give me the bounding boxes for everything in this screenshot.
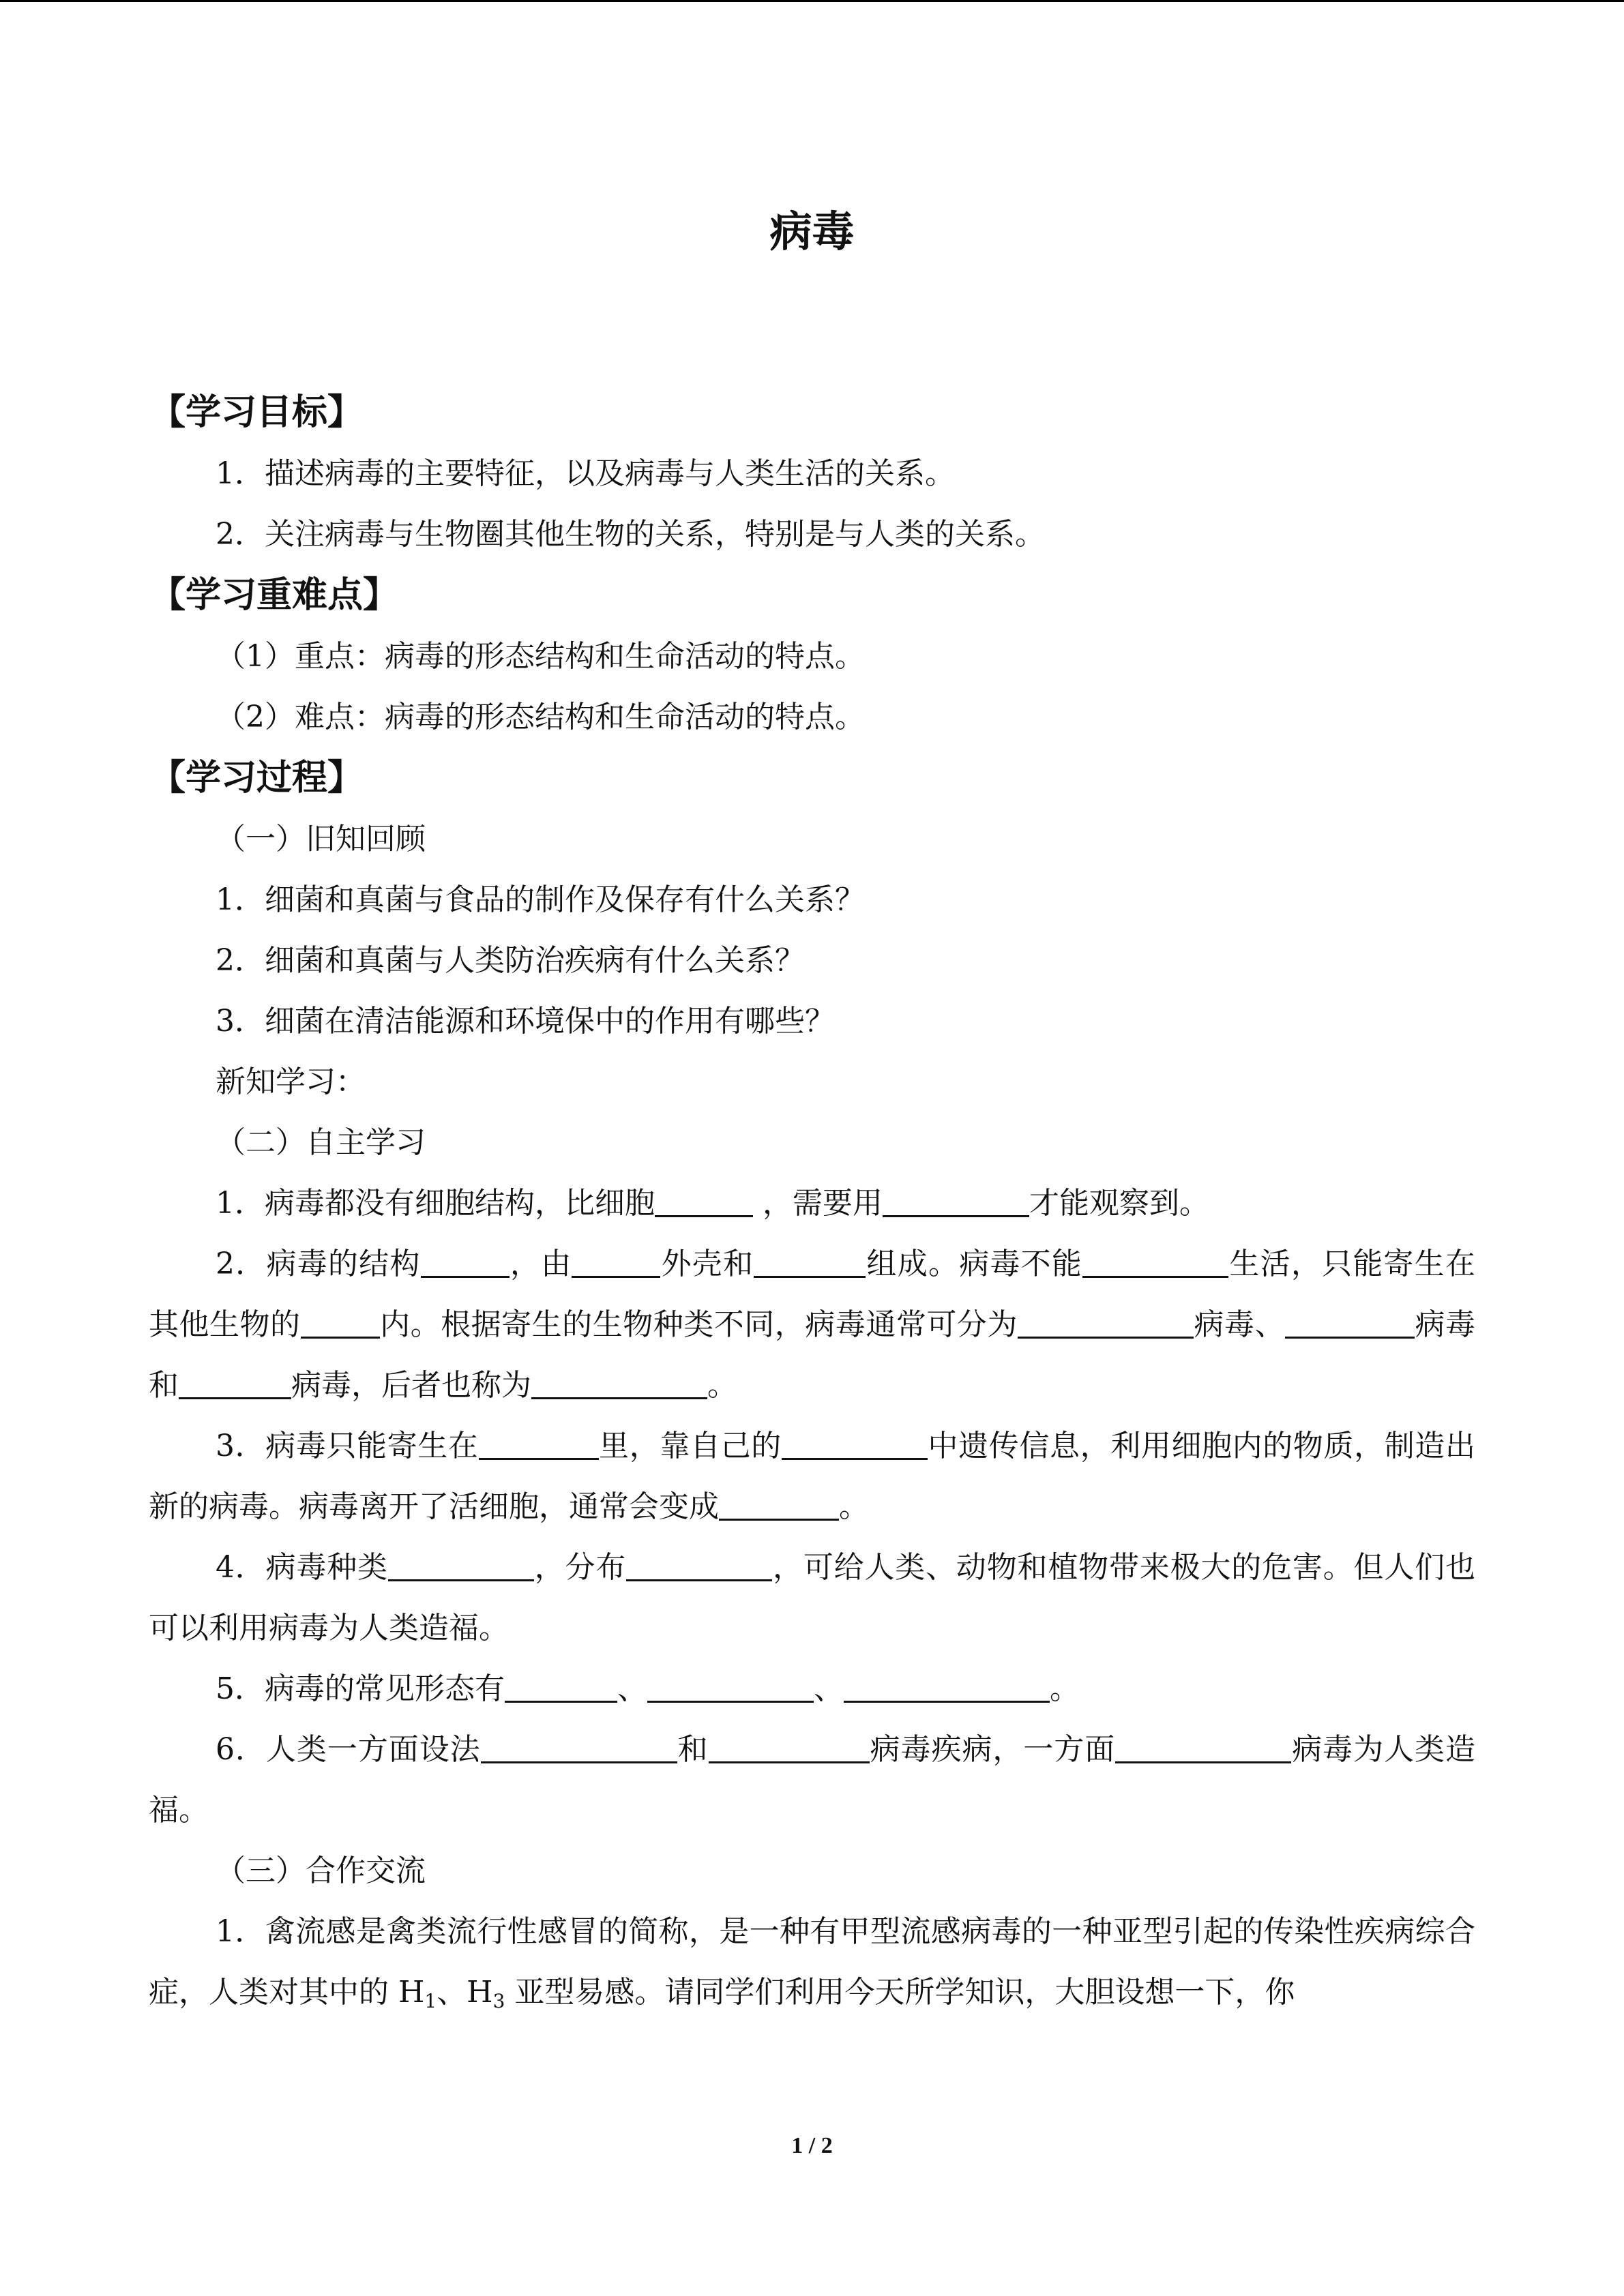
answer-blank xyxy=(301,1305,380,1339)
text: 1．病毒都没有细胞结构，比细胞 xyxy=(216,1186,655,1221)
text: 病毒为人类造福。 xyxy=(149,1732,1476,1828)
text: 生活，只能寄生在其他生物的 xyxy=(149,1247,1476,1342)
key-point-2: （2）难点：病毒的形态结构和生命活动的特点。 xyxy=(216,700,865,734)
text: 内。根据寄生的生物种类不同，病毒通常可分为 xyxy=(379,1307,1018,1342)
answer-blank xyxy=(505,1669,617,1703)
answer-blank xyxy=(1115,1730,1291,1763)
text: 、 xyxy=(617,1671,647,1706)
review-heading: （一）旧知回顾 xyxy=(216,822,426,856)
subscript: 1 xyxy=(424,1990,437,2012)
text: 。 xyxy=(1050,1671,1080,1706)
answer-blank xyxy=(782,1427,928,1460)
self-study-question-3 xyxy=(149,1416,1475,1537)
new-knowledge-heading: 新知学习： xyxy=(216,1064,366,1099)
answer-blank xyxy=(754,1244,866,1278)
text: 、 xyxy=(814,1671,844,1706)
answer-blank xyxy=(719,1487,839,1521)
text: 1．禽流感是禽类流行性感冒的简称，是一种有甲型流感病毒的一种亚型引起的传染性疾病综合症，人类对其中的 H xyxy=(149,1914,1475,2010)
text: 、H xyxy=(437,1975,493,2010)
goal-item-2: 2．关注病毒与生物圈其他生物的关系，特别是与人类的关系。 xyxy=(216,517,1045,552)
review-item-1: 1．细菌和真菌与食品的制作及保存有什么关系？ xyxy=(216,882,865,917)
section-heading-process: 【学习过程】 xyxy=(150,758,364,799)
text: 病毒，后者也称为 xyxy=(291,1368,531,1403)
text: 5．病毒的常见形态有 xyxy=(216,1671,505,1706)
answer-blank xyxy=(883,1184,1029,1217)
text: 病毒、 xyxy=(1193,1307,1285,1342)
answer-blank xyxy=(1018,1305,1194,1339)
section-heading-key-points: 【学习重难点】 xyxy=(150,575,399,616)
self-study-question-5 xyxy=(149,1658,1475,1719)
self-study-question-2 xyxy=(149,1234,1475,1416)
text: 。 xyxy=(707,1368,737,1403)
answer-blank xyxy=(1285,1305,1415,1339)
text: 才能观察到。 xyxy=(1029,1186,1209,1221)
text: 病毒疾病，一方面 xyxy=(869,1732,1116,1767)
text: 外壳和 xyxy=(660,1247,754,1281)
answer-blank xyxy=(388,1548,534,1581)
text: 里，靠自己的 xyxy=(598,1429,782,1463)
text: ，由 xyxy=(509,1247,572,1281)
page-title: 病毒 xyxy=(769,207,855,256)
answer-blank xyxy=(647,1669,814,1703)
text: 2．病毒的结构 xyxy=(216,1247,421,1281)
text: 和 xyxy=(677,1732,709,1767)
top-border-line xyxy=(0,0,1624,2)
text: 。 xyxy=(839,1489,869,1524)
answer-blank xyxy=(479,1427,599,1460)
subscript: 3 xyxy=(492,1990,505,2012)
text: 3．病毒只能寄生在 xyxy=(216,1429,479,1463)
answer-blank xyxy=(421,1244,510,1278)
text: 4．病毒种类 xyxy=(216,1550,388,1585)
goal-item-1: 1．描述病毒的主要特征，以及病毒与人类生活的关系。 xyxy=(216,456,955,491)
answer-blank xyxy=(179,1366,291,1399)
text: 6．人类一方面设法 xyxy=(216,1732,481,1767)
text: 中遗传信息，利用细胞内的物质，制造出新的病毒。病毒离开了活细胞，通常会变成 xyxy=(149,1429,1476,1524)
text: 病毒和 xyxy=(149,1307,1476,1403)
answer-blank xyxy=(572,1244,660,1278)
section-heading-goals: 【学习目标】 xyxy=(150,392,364,433)
text: ，可给人类、动物和植物带来极大的危害。但人们也可以利用病毒为人类造福。 xyxy=(149,1550,1476,1645)
answer-blank xyxy=(481,1730,677,1763)
self-study-heading: （二）自主学习 xyxy=(216,1125,426,1160)
answer-blank xyxy=(655,1184,753,1217)
cooperation-heading: （三）合作交流 xyxy=(216,1853,426,1888)
review-item-3: 3．细菌在清洁能源和环境保中的作用有哪些？ xyxy=(216,1004,835,1039)
cooperation-question-1 xyxy=(149,1901,1475,2023)
self-study-question-6 xyxy=(149,1719,1475,1840)
text: ，分布 xyxy=(533,1550,627,1585)
answer-blank xyxy=(844,1669,1050,1703)
self-study-question-4 xyxy=(149,1537,1475,1658)
answer-blank xyxy=(1082,1244,1228,1278)
review-item-2: 2．细菌和真菌与人类防治疾病有什么关系？ xyxy=(216,943,805,978)
page-number: 1 / 2 xyxy=(791,2133,833,2158)
document-body xyxy=(149,382,1475,2023)
text: ，需要用 xyxy=(753,1186,883,1221)
text: 亚型易感。请同学们利用今天所学知识，大胆设想一下，你 xyxy=(505,1975,1295,2010)
answer-blank xyxy=(626,1548,772,1581)
key-point-1: （1）重点：病毒的形态结构和生命活动的特点。 xyxy=(216,639,865,674)
self-study-question-1 xyxy=(149,1173,1475,1234)
answer-blank xyxy=(709,1730,870,1763)
answer-blank xyxy=(531,1366,707,1399)
text: 组成。病毒不能 xyxy=(866,1247,1083,1281)
